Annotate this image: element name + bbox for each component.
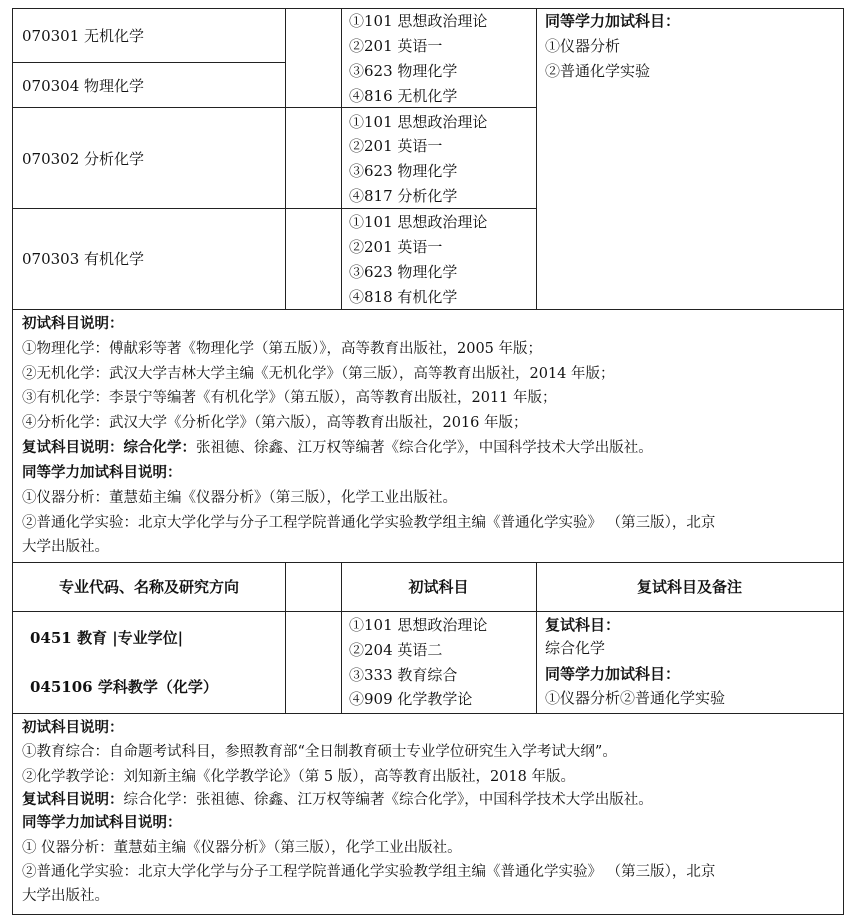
exam-item: ②201 英语一: [349, 238, 443, 256]
program-physical-chem: 070304 物理化学: [22, 77, 145, 95]
exam-item: ②201 英语一: [349, 37, 443, 55]
exam-item: ④816 无机化学: [349, 87, 458, 105]
exam-item: ②201 英语一: [349, 137, 443, 155]
program-analytical-chem: 070302 分析化学: [22, 150, 145, 168]
note-line: ①教育综合：自命题考试科目，参照教育部“全日制教育硕士专业学位研究生入学考试大纲”。: [22, 744, 617, 760]
header-program: 专业代码、名称及研究方向: [58, 578, 239, 596]
retest-notes-text: 张祖德、徐鑫、江万权等编著《综合化学》，中国科学技术大学出版社。: [196, 440, 653, 456]
retest-notes-text: 综合化学：张祖德、徐鑫、江万权等编著《综合化学》，中国科学技术大学出版社。: [123, 792, 653, 808]
retest-notes-label: 复试科目说明：综合化学：: [22, 439, 196, 456]
exam-item: ④818 有机化学: [349, 288, 458, 306]
note-line: ④分析化学：武汉大学《分析化学》（第六版），高等教育出版社，2016 年版；: [22, 415, 528, 431]
exam-item: ④817 分析化学: [349, 187, 458, 205]
note-line: 大学出版社。: [22, 888, 109, 904]
note-line: ②无机化学：武汉大学吉林大学主编《无机化学》（第三版），高等教育出版社，2014 年版；: [22, 366, 615, 382]
exam-item: ④909 化学教学论: [349, 690, 473, 708]
note-line: ①仪器分析：董慧茹主编《仪器分析》（第三版），化学工业出版社。: [22, 490, 457, 506]
exam-item: ①101 思想政治理论: [349, 213, 488, 231]
equivalent-exam-item: ②普通化学实验: [545, 62, 651, 80]
note-line: ①物理化学：傅献彩等著《物理化学（第五版）》，高等教育出版社，2005 年版；: [22, 341, 543, 357]
header-initial-exam: 初试科目: [408, 578, 469, 596]
note-line: ③有机化学：李景宁等编著《有机化学》（第五版），高等教育出版社，2011 年版；: [22, 390, 557, 406]
note-line: ②化学教学论：刘知新主编《化学教学论》（第 5 版），高等教育出版社，2018 年版。: [22, 769, 575, 785]
equivalent-exam-heading: 同等学力加试科目：: [545, 665, 681, 683]
program-inorganic-chem: 070301 无机化学: [22, 27, 145, 45]
retest-subject: 综合化学: [545, 639, 606, 657]
equivalent-exam-subjects: ①仪器分析②普通化学实验: [545, 689, 726, 707]
retest-notes-line: [22, 438, 653, 458]
note-line: 大学出版社。: [22, 539, 109, 555]
note-line: ②普通化学实验：北京大学化学与分子工程学院普通化学实验教学组主编《普通化学实验》 （第三版），北京: [22, 515, 716, 531]
equivalent-exam-item: ①仪器分析: [545, 37, 621, 55]
retest-notes-label: 复试科目说明：: [22, 791, 124, 808]
header-retest: 复试科目及备注: [636, 578, 742, 596]
equivalent-exam-heading: 同等学力加试科目：: [545, 12, 681, 30]
exam-item: ③623 物理化学: [349, 162, 458, 180]
program-education: 0451 教育 |专业学位|: [30, 629, 184, 647]
exam-item: ②204 英语二: [349, 641, 443, 659]
retest-title: 复试科目：: [545, 616, 621, 634]
exam-item: ③623 物理化学: [349, 62, 458, 80]
initial-notes-title: 初试科目说明：: [22, 719, 124, 736]
program-subject-teaching: 045106 学科教学（化学）: [30, 678, 218, 696]
equiv-notes-title: 同等学力加试科目说明：: [22, 464, 182, 481]
exam-item: ③623 物理化学: [349, 263, 458, 281]
equiv-notes-title: 同等学力加试科目说明：: [22, 814, 182, 831]
retest-notes-line: [22, 790, 653, 810]
note-line: ① 仪器分析：董慧茹主编《仪器分析》（第三版），化学工业出版社。: [22, 840, 462, 856]
initial-notes-title: 初试科目说明：: [22, 315, 124, 332]
note-line: ②普通化学实验：北京大学化学与分子工程学院普通化学实验教学组主编《普通化学实验》 （第三版），北京: [22, 864, 716, 880]
exam-item: ③333 教育综合: [349, 666, 458, 684]
program-organic-chem: 070303 有机化学: [22, 250, 145, 268]
exam-item: ①101 思想政治理论: [349, 616, 488, 634]
exam-item: ①101 思想政治理论: [349, 113, 488, 131]
exam-item: ①101 思想政治理论: [349, 12, 488, 30]
